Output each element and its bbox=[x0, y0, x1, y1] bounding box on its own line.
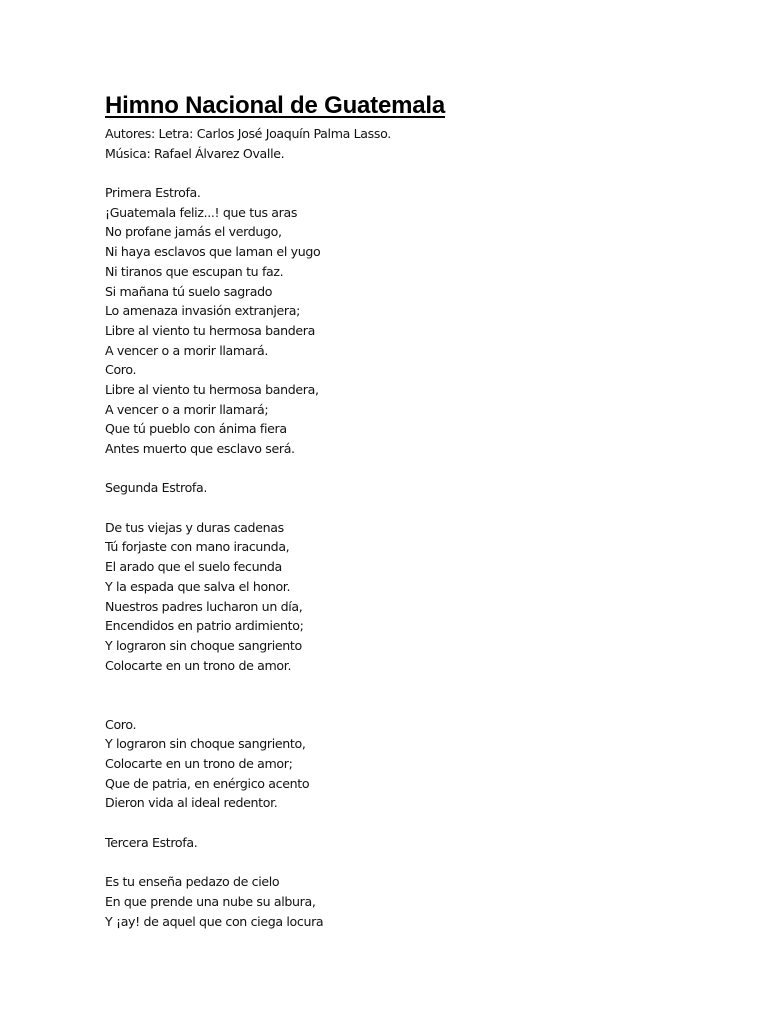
verse-line: El arado que el suelo fecunda bbox=[105, 559, 282, 575]
blank-line bbox=[105, 498, 391, 518]
verse-line: Es tu enseña pedazo de cielo bbox=[105, 874, 280, 890]
verse-line: Que de patria, en enérgico acento bbox=[105, 775, 310, 791]
section-heading: Coro. bbox=[105, 716, 137, 732]
verse-line: ¡Guatemala feliz...! que tus aras bbox=[105, 204, 298, 220]
verse-line: Lo amenaza invasión extranjera; bbox=[105, 303, 300, 319]
section-heading: Segunda Estrofa. bbox=[105, 480, 208, 496]
blank-line bbox=[105, 163, 391, 183]
verse-line: Tú forjaste con mano iracunda, bbox=[105, 539, 290, 555]
verse-line: De tus viejas y duras cadenas bbox=[105, 519, 284, 535]
verse-line: Colocarte en un trono de amor. bbox=[105, 657, 292, 673]
section-heading: Primera Estrofa. bbox=[105, 185, 201, 201]
document-title: Himno Nacional de Guatemala bbox=[105, 92, 446, 119]
verse-line: Y lograron sin choque sangriento bbox=[105, 637, 302, 653]
verse-line: Encendidos en patrio ardimiento; bbox=[105, 618, 304, 634]
verse-line: Que tú pueblo con ánima fiera bbox=[105, 421, 287, 437]
blank-line bbox=[105, 675, 391, 695]
verse-line: Nuestros padres lucharon un día, bbox=[105, 598, 303, 614]
verse-line: Ni haya esclavos que laman el yugo bbox=[105, 244, 321, 260]
section-heading: Tercera Estrofa. bbox=[105, 834, 198, 850]
anthem-text bbox=[105, 124, 391, 931]
verse-line: A vencer o a morir llamará. bbox=[105, 342, 269, 358]
verse-line: Ni tiranos que escupan tu faz. bbox=[105, 263, 284, 279]
authors-lyrics-line: Autores: Letra: Carlos José Joaquín Palma Lasso. bbox=[105, 126, 391, 141]
blank-line bbox=[105, 459, 391, 479]
verse-line: En que prende una nube su albura, bbox=[105, 893, 316, 909]
section-heading: Coro. bbox=[105, 362, 137, 378]
verse-line: Y la espada que salva el honor. bbox=[105, 578, 291, 594]
verse-line: A vencer o a morir llamará; bbox=[105, 401, 269, 417]
verse-line: Y lograron sin choque sangriento, bbox=[105, 736, 306, 752]
blank-line bbox=[105, 852, 391, 872]
blank-line bbox=[105, 813, 391, 833]
verse-line: Dieron vida al ideal redentor. bbox=[105, 795, 278, 811]
authors-music-line: Música: Rafael Álvarez Ovalle. bbox=[105, 145, 285, 161]
verse-line: Si mañana tú suelo sagrado bbox=[105, 283, 273, 299]
verse-line: Y ¡ay! de aquel que con ciega locura bbox=[105, 913, 324, 929]
verse-line: Libre al viento tu hermosa bandera, bbox=[105, 381, 319, 397]
blank-line bbox=[105, 695, 391, 715]
verse-line: Libre al viento tu hermosa bandera bbox=[105, 322, 316, 338]
verse-line: Colocarte en un trono de amor; bbox=[105, 756, 293, 771]
verse-line: No profane jamás el verdugo, bbox=[105, 224, 282, 240]
verse-line: Antes muerto que esclavo será. bbox=[105, 441, 295, 456]
